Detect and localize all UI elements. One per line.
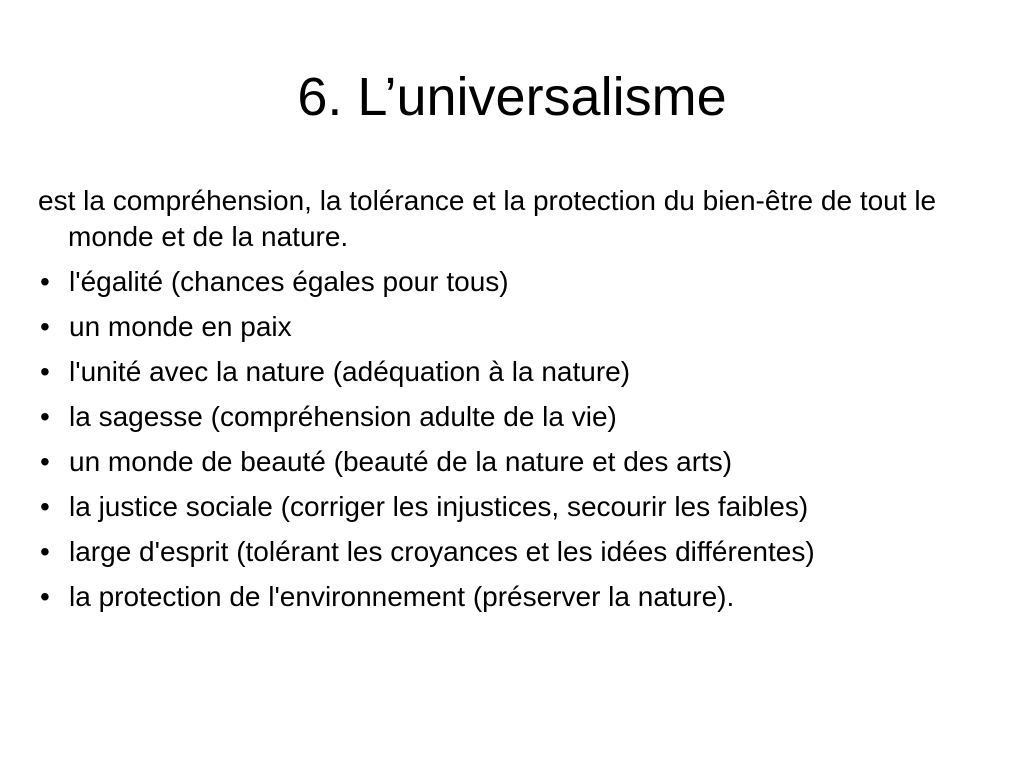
bullet-text: l'égalité (chances égales pour tous): [69, 266, 509, 297]
bullet-icon: •: [40, 311, 50, 342]
bullet-icon: •: [40, 401, 50, 432]
bullet-icon: •: [40, 581, 50, 612]
bullet-item-monde-de-beaute: [38, 444, 998, 480]
bullet-item-unite-nature: [38, 354, 998, 390]
bullet-icon: •: [40, 491, 50, 522]
bullet-item-large-esprit: [38, 534, 998, 570]
bullet-text: l'unité avec la nature (adéquation à la nature): [69, 356, 631, 387]
bullet-item-protection-environnement: [38, 579, 998, 615]
bullet-item-justice-sociale: [38, 489, 998, 525]
bullet-icon: •: [40, 446, 50, 477]
bullet-text: large d'esprit (tolérant les croyances et les idées différentes): [69, 536, 815, 567]
bullet-item-sagesse: [38, 399, 998, 435]
intro-paragraph: est la compréhension, la tolérance et la protection du bien-être de tout le monde et de la nature.: [38, 185, 937, 252]
bullet-icon: •: [40, 536, 50, 567]
bullet-text: un monde de beauté (beauté de la nature et des arts): [69, 446, 733, 477]
bullet-list: [38, 264, 998, 615]
bullet-text: la sagesse (compréhension adulte de la vie): [69, 401, 617, 432]
bullet-icon: •: [40, 266, 50, 297]
bullet-text: un monde en paix: [69, 311, 292, 342]
bullet-text: la justice sociale (corriger les injustices, secourir les faibles): [69, 491, 809, 522]
bullet-text: la protection de l'environnement (préserver la nature).: [69, 581, 735, 612]
bullet-icon: •: [40, 356, 50, 387]
bullet-item-monde-en-paix: [38, 309, 998, 345]
bullet-item-egalite: [38, 264, 998, 300]
slide-title: 6. L’universalisme: [297, 67, 727, 127]
slide-body: [38, 183, 998, 624]
